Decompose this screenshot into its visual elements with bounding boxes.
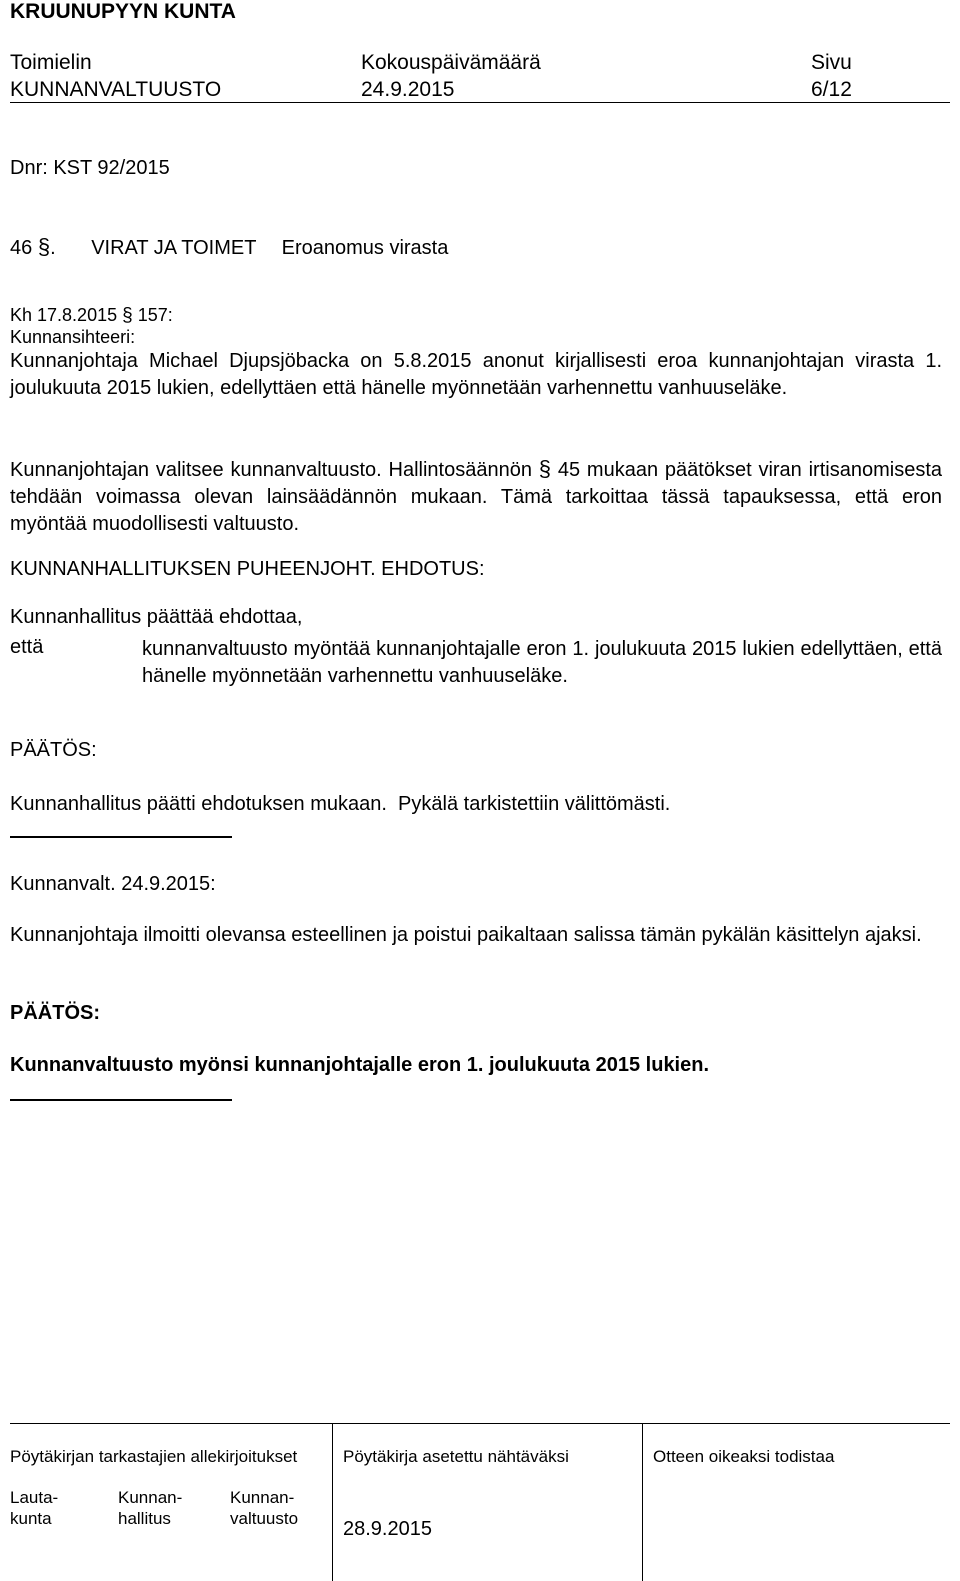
footer-published-date: 28.9.2015 (343, 1518, 432, 1540)
dnr-reference: Dnr: KST 92/2015 (10, 157, 170, 179)
proposal-heading: KUNNANHALLITUKSEN PUHEENJOHT. EHDOTUS: (10, 558, 485, 580)
header-divider (10, 102, 950, 103)
decision-heading-council: PÄÄTÖS: (10, 1002, 100, 1024)
separator-line-2 (10, 1099, 232, 1101)
paragraph-section-symbol: § (538, 456, 552, 481)
footer-published-title: Pöytäkirja asetettu nähtäväksi (343, 1447, 569, 1466)
header-value-page: 6/12 (811, 78, 852, 101)
section-number: 46 (10, 237, 33, 259)
separator-line-1 (10, 836, 232, 838)
section-symbol: § (37, 234, 51, 259)
decision-text-council: Kunnanvaltuusto myönsi kunnanjohtajalle eron 1. joulukuuta 2015 lukien. (10, 1054, 710, 1076)
section-heading (10, 234, 448, 260)
board-reference-date: Kh 17.8.2015 (10, 305, 118, 325)
organization-name: KRUUNUPYYN KUNTA (10, 0, 236, 23)
footer-column-divider-1 (332, 1423, 333, 1581)
proposal-intro: Kunnanhallitus päättää ehdottaa, (10, 606, 303, 628)
decision-text-board: Kunnanhallitus päätti ehdotuksen mukaan. Pykälä tarkistettiin välittömästi. (10, 793, 671, 815)
board-reference-symbol: § (122, 305, 133, 326)
header-label-meeting-date: Kokouspäivämäärä (361, 51, 541, 74)
council-reference: Kunnanvalt. 24.9.2015: (10, 873, 216, 895)
paragraph-appointment-start: Kunnanjohtajan valitsee kunnanvaltuusto. Hallintosäännön (10, 459, 532, 481)
footer-signature-executive: Kunnan- hallitus (118, 1488, 183, 1528)
header-value-meeting-date: 24.9.2015 (361, 78, 455, 101)
section-subject: Eroanomus virasta (281, 237, 449, 259)
paragraph-appointment-end: 45 mukaan päätökset viran irtisanomisesta tehdään voimassa olevan lainsäädännön mukaan. Tämä tarkoittaa tässä tapauksessa, että eron myöntää muodollisesti valtuusto. (10, 459, 942, 535)
proposal-text: kunnanvaltuusto myöntää kunnanjohtajalle eron 1. joulukuuta 2015 lukien edellyttäen, että hänelle myönnetään varhennettu vanhuuseläke. (142, 638, 942, 687)
proposal-that: että (10, 636, 44, 658)
paragraph-appointment (10, 455, 942, 538)
paragraph-resignation: Kunnanjohtaja Michael Djupsjöbacka on 5.8.2015 anonut kirjallisesti eroa kunnanjohtajan virasta 1. joulukuuta 2015 lukien, edellyttäen että hänelle myönnetään varhennettu vanhuuseläke. (10, 350, 942, 399)
header-label-body: Toimielin (10, 51, 92, 74)
footer-signatures-title: Pöytäkirjan tarkastajien allekirjoitukset (10, 1447, 298, 1466)
rapporteur: Kunnansihteeri: (10, 327, 136, 347)
header-value-body: KUNNANVALTUUSTO (10, 78, 222, 101)
footer-divider (10, 1423, 950, 1424)
footer-signature-board: Lauta- kunta (10, 1488, 59, 1528)
footer-certified-title: Otteen oikeaksi todistaa (653, 1447, 835, 1466)
paragraph-council: Kunnanjohtaja ilmoitti olevansa esteellinen ja poistui paikaltaan salissa tämän pykälän käsittelyn ajaksi. (10, 924, 922, 946)
section-dot: . (50, 237, 56, 259)
footer-column-divider-2 (642, 1423, 643, 1581)
header-label-page: Sivu (811, 51, 852, 74)
decision-heading-board: PÄÄTÖS: (10, 739, 97, 761)
section-title: VIRAT JA TOIMET (91, 237, 257, 259)
board-reference-number: 157: (137, 305, 173, 325)
board-reference (10, 305, 173, 327)
footer-signature-council: Kunnan- valtuusto (230, 1488, 299, 1528)
